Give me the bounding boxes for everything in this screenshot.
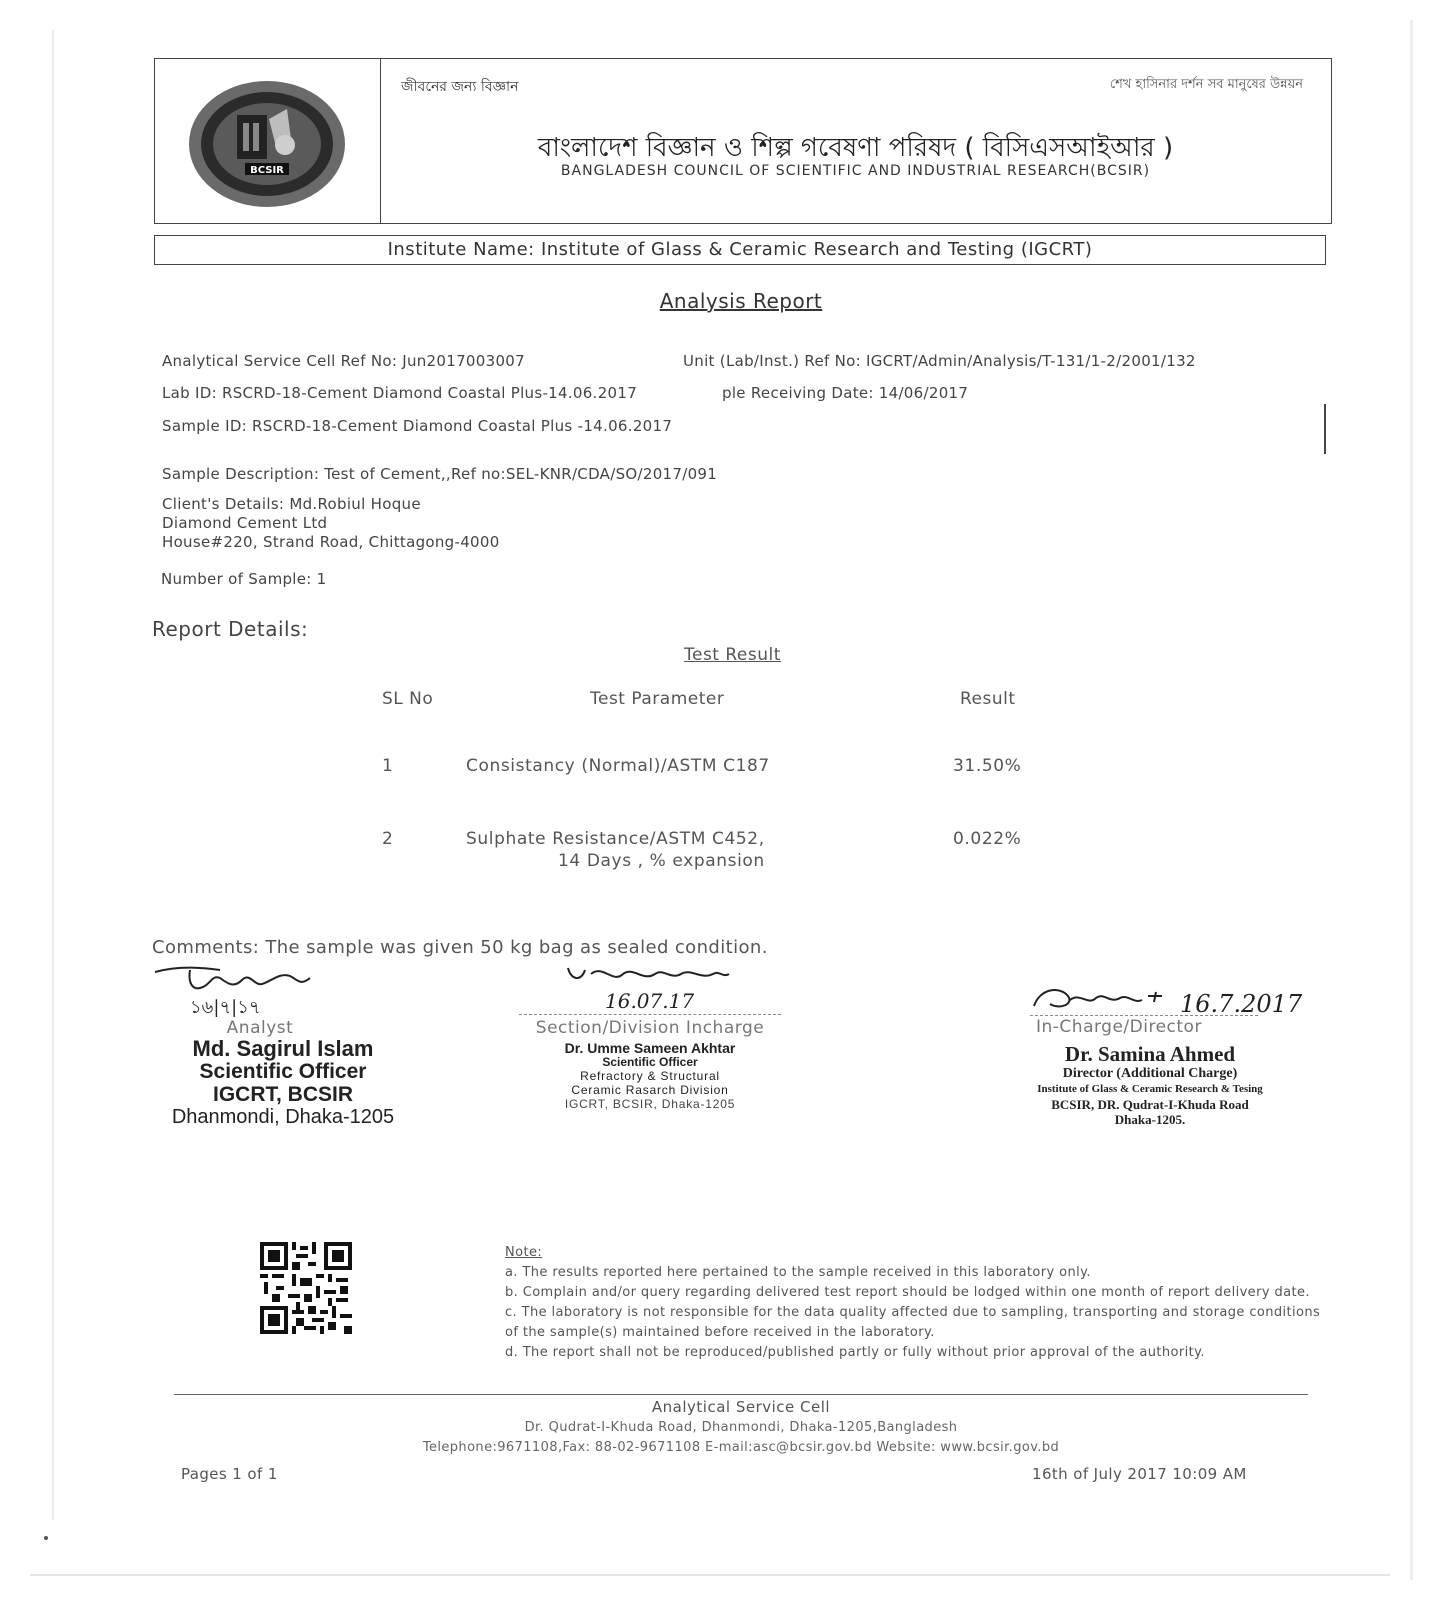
analyst-sign-date: ১৬|৭|১৭ <box>190 997 261 1018</box>
row-2-sl: 2 <box>382 829 394 849</box>
row-2-result: 0.022% <box>953 829 1022 849</box>
note-item-c: c. The laboratory is not responsible for the data quality affected due to sampling, transporting and storage conditions of the sample(s) maintained before received in the laboratory. <box>505 1305 1321 1340</box>
comments: Comments: The sample was given 50 kg bag as sealed condition. <box>152 937 768 958</box>
receiving-date-value: 14/06/2017 <box>878 384 969 402</box>
sample-id-label: Sample ID: <box>162 417 248 435</box>
report-title: Analysis Report <box>659 289 823 313</box>
director-stamp <box>985 1042 1315 1127</box>
scan-edge-bottom <box>30 1574 1390 1576</box>
print-timestamp: 16th of July 2017 10:09 AM <box>1032 1465 1247 1483</box>
motto-right: শেখ হাসিনার দর্শন সব মানুষের উন্নয়ন <box>1109 77 1303 92</box>
sample-id-value: RSCRD-18-Cement Diamond Coastal Plus -14.06.2017 <box>252 417 673 435</box>
receiving-date-label: ple Receiving Date: <box>722 384 874 402</box>
header-sl-no: SL No <box>382 689 434 709</box>
director-stamp-title: Director (Additional Charge) <box>1062 1066 1238 1081</box>
asc-ref-value: Jun2017003007 <box>402 352 525 370</box>
number-of-sample-value: 1 <box>316 570 327 588</box>
sample-description-field <box>162 465 717 483</box>
section-stamp-dept2: Ceramic Rasarch Division <box>571 1083 729 1097</box>
section-incharge-sign-date: 16.07.17 <box>605 989 695 1013</box>
scan-edge-left <box>52 30 54 1520</box>
note-section <box>505 1243 1325 1363</box>
scan-mark <box>1324 404 1326 454</box>
asc-ref-field <box>162 352 525 370</box>
header-test-parameter: Test Parameter <box>590 689 725 709</box>
page-count: Pages 1 of 1 <box>181 1465 278 1483</box>
scan-speck <box>44 1536 48 1540</box>
row-1-sl: 1 <box>382 756 394 776</box>
note-title: Note: <box>505 1245 543 1260</box>
sample-id-field <box>162 417 672 435</box>
number-of-sample-field <box>161 570 327 588</box>
director-role-label: In-Charge/Director <box>1036 1017 1202 1037</box>
analyst-role-label: Analyst <box>226 1018 294 1038</box>
section-incharge-role-label: Section/Division Incharge <box>535 1018 765 1038</box>
scan-edge-right <box>1410 20 1413 1580</box>
lab-id-value: RSCRD-18-Cement Diamond Coastal Plus-14.06.2017 <box>221 384 638 402</box>
test-result-title: Test Result <box>684 645 781 665</box>
section-incharge-role <box>505 1018 795 1038</box>
report-details-title: Report Details: <box>152 617 309 641</box>
header-result: Result <box>960 689 1016 709</box>
analyst-role <box>180 1018 340 1038</box>
director-stamp-institute: Institute of Glass & Ceramic Research & Tesing <box>1037 1083 1263 1095</box>
client-details <box>162 495 500 552</box>
motto-left: জীবনের জন্য বিজ্ঞান <box>401 79 519 95</box>
row-2-parameter-cont: 14 Days , % expansion <box>558 851 765 871</box>
analyst-stamp-title: Scientific Officer <box>199 1060 367 1083</box>
row-2-parameter: Sulphate Resistance/ASTM C452, <box>466 829 765 849</box>
director-stamp-city: Dhaka-1205. <box>1114 1112 1186 1127</box>
lab-id-field <box>162 384 637 402</box>
section-incharge-line <box>519 1014 781 1015</box>
org-name-bangla: বাংলাদেশ বিজ্ঞান ও শিল্প গবেষণা পরিষদ ( বিসিএসআইআর ) <box>537 133 1174 163</box>
director-stamp-address: BCSIR, DR. Qudrat-I-Khuda Road <box>1051 1097 1249 1112</box>
client-line-address: House#220, Strand Road, Chittagong-4000 <box>162 533 500 551</box>
unit-ref-label: Unit (Lab/Inst.) Ref No: <box>683 352 861 370</box>
director-stamp-name: Dr. Samina Ahmed <box>1064 1042 1236 1066</box>
note-item-b: b. Complain and/or query regarding delivered test report should be lodged within one month of report delivery date. <box>505 1285 1310 1300</box>
footer-contact: Telephone:9671108,Fax: 88-02-9671108 E-mail:asc@bcsir.gov.bd Website: www.bcsir.gov.bd <box>422 1440 1060 1455</box>
note-item-d: d. The report shall not be reproduced/published partly or fully without prior approval of the authority. <box>505 1345 1205 1360</box>
client-line-company: Diamond Cement Ltd <box>162 514 328 532</box>
sample-description-value: Test of Cement,,Ref no:SEL-KNR/CDA/SO/2017/091 <box>324 465 718 483</box>
lab-id-label: Lab ID: <box>162 384 217 402</box>
section-incharge-signature <box>563 960 733 990</box>
row-1-result: 31.50% <box>953 756 1022 776</box>
analyst-stamp <box>138 1037 428 1129</box>
note-item-a: a. The results reported here pertained to the sample received in this laboratory only. <box>505 1265 1091 1280</box>
asc-ref-label: Analytical Service Cell Ref No: <box>162 352 398 370</box>
sample-description-label: Sample Description: <box>162 465 320 483</box>
section-stamp-dept1: Refractory & Structural <box>580 1069 720 1083</box>
qr-code <box>260 1242 352 1334</box>
analyst-stamp-address: Dhanmondi, Dhaka-1205 <box>171 1106 395 1128</box>
svg-text:BCSIR: BCSIR <box>250 165 284 176</box>
bcsir-logo <box>187 79 347 209</box>
analyst-stamp-name: Md. Sagirul Islam <box>192 1036 374 1061</box>
row-1-parameter: Consistancy (Normal)/ASTM C187 <box>466 756 770 776</box>
receiving-date-field <box>722 384 968 402</box>
number-of-sample-label: Number of Sample: <box>161 570 312 588</box>
director-sign-date: 16.7.2017 <box>1180 990 1303 1018</box>
footer-title: Analytical Service Cell <box>651 1398 831 1416</box>
unit-ref-field <box>683 352 1196 370</box>
section-stamp-title: Scientific Officer <box>602 1055 698 1069</box>
institute-name: Institute Name: Institute of Glass & Ceramic Research and Testing (IGCRT) <box>154 235 1326 265</box>
unit-ref-value: IGCRT/Admin/Analysis/T-131/1-2/2001/132 <box>865 352 1196 370</box>
director-role <box>1020 1017 1256 1037</box>
footer-divider <box>174 1394 1308 1395</box>
org-name-english: BANGLADESH COUNCIL OF SCIENTIFIC AND INDUSTRIAL RESEARCH(BCSIR) <box>560 163 1151 179</box>
client-line-name: Client's Details: Md.Robiul Hoque <box>162 495 421 513</box>
letterhead <box>154 58 1332 224</box>
director-signature <box>1030 982 1175 1016</box>
section-stamp-address: IGCRT, BCSIR, Dhaka-1205 <box>564 1097 736 1111</box>
analyst-stamp-org: IGCRT, BCSIR <box>212 1083 353 1106</box>
section-stamp-name: Dr. Umme Sameen Akhtar <box>564 1040 736 1056</box>
section-incharge-stamp <box>505 1041 795 1111</box>
footer-address: Dr. Qudrat-I-Khuda Road, Dhanmondi, Dhaka-1205,Bangladesh <box>524 1420 958 1435</box>
director-line <box>1030 1015 1258 1016</box>
